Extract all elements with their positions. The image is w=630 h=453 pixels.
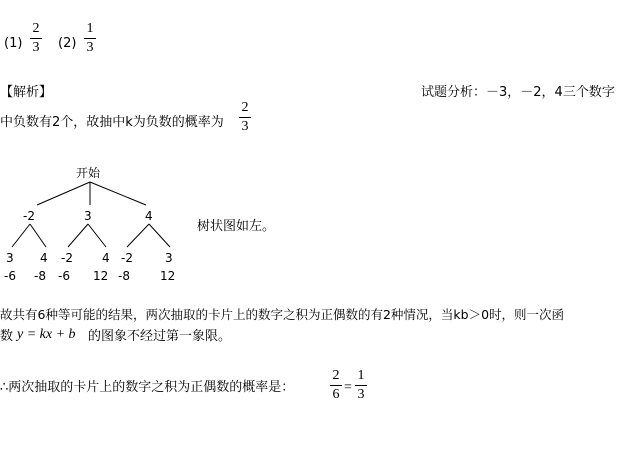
tree-level1-node: 3 [84,209,92,223]
tree-level2-node: 4 [40,251,48,265]
final-statement: ∴两次抽取的卡片上的数字之积为正偶数的概率是： [0,380,295,395]
tree-root-start: 开始 [76,166,101,180]
answer-1-numerator: 2 [32,21,40,36]
tree-product: -6 [58,269,70,283]
analysis-line-2: 中负数有2个，故抽中k为负数的概率为 [0,115,224,130]
answer-2-numerator: 1 [86,21,94,36]
answer-1-denominator: 3 [32,40,40,55]
tree-edge [68,224,88,247]
tree-level2-node: 3 [6,251,14,265]
analysis-heading: 【解析】 [0,85,53,100]
tree-edge [30,224,46,247]
tree-level1-node: 4 [145,209,153,223]
tree-edge [90,182,146,205]
tree-level2-node: -2 [121,251,133,265]
equals-sign: = [344,380,352,395]
probability-negative-denominator: 3 [241,119,249,134]
tree-edge [37,182,90,205]
final-fraction-a-denominator: 6 [332,387,340,402]
final-fraction-b-denominator: 3 [357,387,365,402]
tree-product: 12 [160,269,176,283]
tree-edge [149,224,170,247]
tree-level2-node: 3 [165,251,173,265]
tree-product: -8 [118,269,130,283]
tree-edge [88,224,106,247]
tree-edge [127,224,149,247]
final-fraction-b-numerator: 1 [357,368,365,383]
tree-product: 12 [93,269,109,283]
linear-function-formula: y = kx + b [17,327,76,342]
conclusion-line-2-prefix: 数 [0,329,14,344]
conclusion-line-2-suffix: 的图象不经过第一象限。 [88,329,232,344]
tree-caption: 树状图如左。 [197,219,276,234]
answer-2-denominator: 3 [86,40,94,55]
answer-1-label: (1) [4,36,23,51]
tree-level1-node: -2 [23,209,35,223]
probability-negative-numerator: 2 [241,100,249,115]
conclusion-line-1: 故共有6种等可能的结果，两次抽取的卡片上的数字之积为正偶数的有2种情况，当kb＞0时，则一次函 [0,307,565,322]
analysis-intro-right: 试题分析：－3，－2，4三个数字 [421,85,615,100]
final-fraction-a-numerator: 2 [332,368,340,383]
answer-2-label: (2) [58,36,77,51]
final-fraction-b [355,369,367,402]
tree-product: -6 [4,269,16,283]
tree-product: -8 [34,269,46,283]
tree-edge [12,224,30,247]
tree-level2-node: 4 [102,251,110,265]
tree-level2-node: -2 [61,251,73,265]
final-fraction-a [330,369,342,402]
